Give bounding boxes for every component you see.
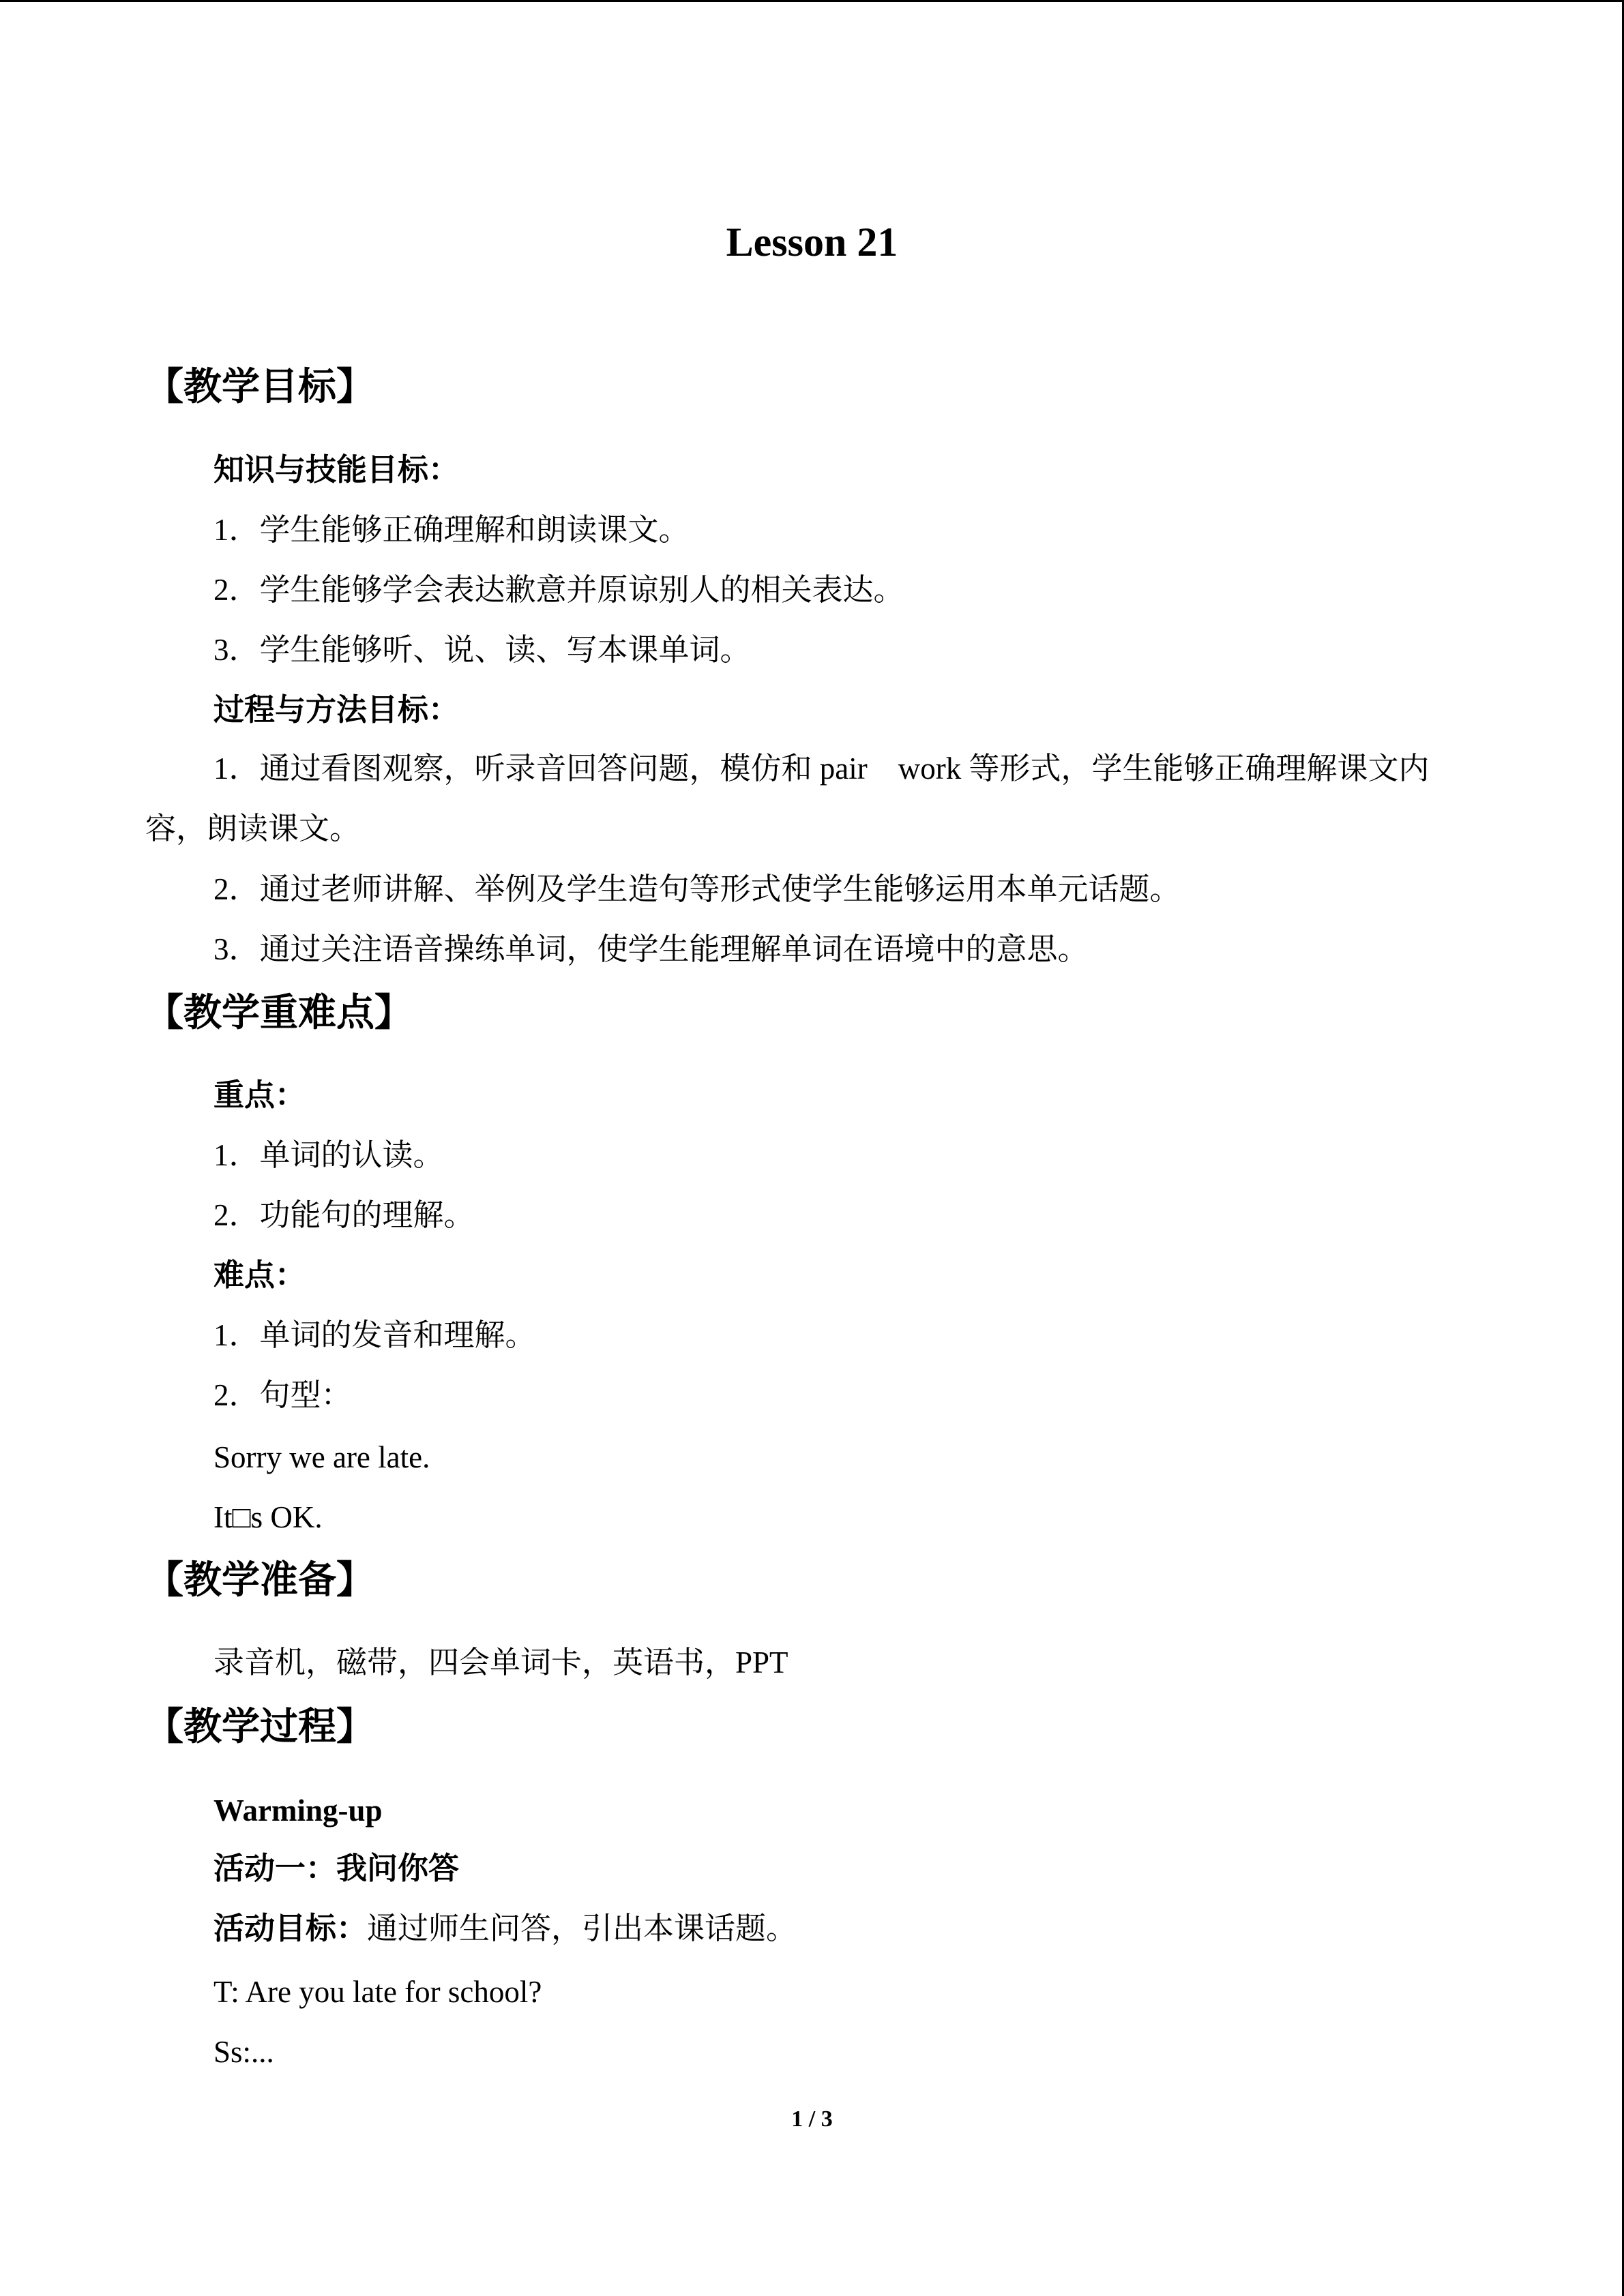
difficulty-heading: 难点：	[213, 1258, 306, 1292]
sentence-pattern: It□s OK.	[213, 1500, 323, 1534]
dialogue-line: T: Are you late for school?	[213, 1975, 542, 2009]
difficulty-item: 2．句型：	[213, 1378, 352, 1412]
section-heading-key-points: 【教学重难点】	[145, 991, 413, 1035]
process-goal-item: 1．通过看图观察，听录音回答问题，模仿和 pair work 等形式，学生能够正确理解课文内容，朗读课文。	[145, 751, 1430, 846]
knowledge-item: 3．学生能够听、说、读、写本课单词。	[213, 633, 751, 667]
page-border-top	[0, 0, 1624, 2]
page-number: 1 / 3	[791, 2106, 833, 2132]
focus-item: 2．功能句的理解。	[213, 1198, 475, 1232]
focus-item: 1．单词的认读。	[213, 1138, 444, 1172]
focus-heading: 重点：	[213, 1078, 306, 1112]
activity-goal-label: 活动目标：	[213, 1911, 368, 1945]
difficulty-item: 1．单词的发音和理解。	[213, 1318, 536, 1352]
knowledge-item: 1．学生能够正确理解和朗读课文。	[213, 513, 690, 547]
warmup-heading: Warming-up	[213, 1793, 383, 1828]
section-heading-process: 【教学过程】	[145, 1705, 374, 1749]
process-goal-heading: 过程与方法目标：	[213, 693, 460, 727]
sentence-pattern: Sorry we are late.	[213, 1440, 430, 1474]
preparation-text: 录音机，磁带，四会单词卡，英语书，PPT	[213, 1645, 788, 1680]
activity-title: 活动一：我问你答	[213, 1851, 460, 1885]
page-title: Lesson 21	[726, 220, 898, 265]
knowledge-item: 2．学生能够学会表达歉意并原谅别人的相关表达。	[213, 573, 904, 607]
process-goal-item: 3．通过关注语音操练单词，使学生能理解单词在语境中的意思。	[213, 932, 1089, 966]
activity-goal	[213, 1907, 797, 1950]
process-goal-item: 2．通过老师讲解、举例及学生造句等形式使学生能够运用本单元话题。	[213, 872, 1181, 906]
knowledge-heading: 知识与技能目标：	[213, 453, 460, 487]
dialogue-line: Ss:...	[213, 2035, 274, 2069]
activity-goal-text: 通过师生问答，引出本课话题。	[367, 1911, 797, 1945]
section-heading-objectives: 【教学目标】	[145, 365, 374, 409]
section-heading-preparation: 【教学准备】	[145, 1558, 374, 1602]
